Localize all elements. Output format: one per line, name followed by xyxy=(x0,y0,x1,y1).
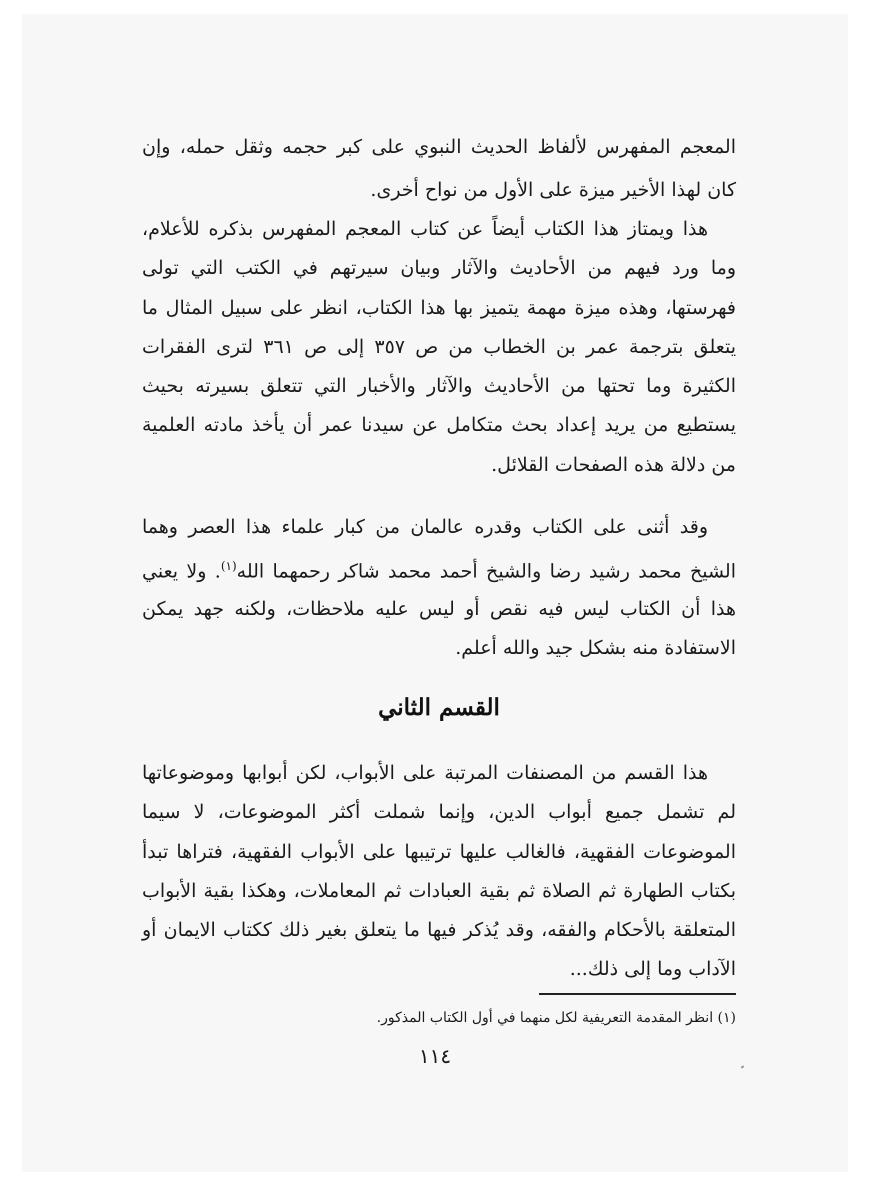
body-text-top xyxy=(142,126,736,212)
paragraph-praise-text-b: . ولا يعني هذا أن الكتاب ليس فيه نقص أو ليس عليه ملاحظات، ولكنه جهد يمكن الاستفادة منه بشكل جيد والله أعلم. xyxy=(142,559,736,659)
body-text-second xyxy=(142,210,736,485)
paragraph-continuation: المعجم المفهرس لألفاظ الحديث النبوي على كبر حجمه وثقل حمله، وإن كان لهذا الأخير ميزة على الأول من نواح أخرى. xyxy=(142,136,736,201)
paragraph-book-features: هذا ويمتاز هذا الكتاب أيضاً عن كتاب المعجم المفهرس بذكره للأعلام، وما ورد فيهم من الأحاديث والآثار وبيان سيرتهم في الكتب التي تولى فهرستها، وهذه ميزة مهمة يتميز بها هذا الكتاب، انظر على سبيل المثال ما يتعلق بترجمة عمر بن الخطاب من ص ٣٥٧ إلى ص ٣٦١ لترى الفقرات الكثيرة وما تحتها من الأحاديث والآثار والأخبار التي تتعلق بسيرته بحيث يستطيع من يريد إعداد بحث متكامل عن سيدنا عمر أن يأخذ مادته العلمية من دلالة هذه الصفحات القلائل. xyxy=(142,218,736,476)
page-number: ١١٤ xyxy=(418,1044,452,1068)
footnote-text: (١) انظر المقدمة التعريفية لكل منهما في أول الكتاب المذكور. xyxy=(376,1010,736,1026)
section-heading: القسم الثاني xyxy=(378,694,500,721)
footnote-reference: (١) xyxy=(220,558,237,573)
footnote-divider xyxy=(539,993,736,995)
paragraph-praise-text-a: وقد أثنى على الكتاب وقدره عالمان من كبار علماء هذا العصر وهما الشيخ محمد رشيد رضا والشيخ أحمد محمد شاكر رحمهما الله xyxy=(142,516,737,582)
paragraph-section-two: هذا القسم من المصنفات المرتبة على الأبواب، لكن أبوابها وموضوعاتها لم تشمل جميع أبواب الدين، وإنما شملت أكثر الموضوعات، لا سيما الموضوعات الفقهية، فالغالب عليها ترتيبها على الأبواب الفقهية، فتراها تبدأ بكتاب الطهارة ثم الصلاة ثم بقية العبادات ثم المعاملات، وهكذا بقية الأبواب المتعلقة بالأحكام والفقه، وقد يُذكر فيها ما يتعلق بغير ذلك ككتاب الايمان أو الآداب وما إلى ذلك... xyxy=(142,762,736,981)
body-text-third xyxy=(142,508,736,667)
paragraph-praise xyxy=(142,508,736,667)
body-text-section-two xyxy=(142,754,736,990)
